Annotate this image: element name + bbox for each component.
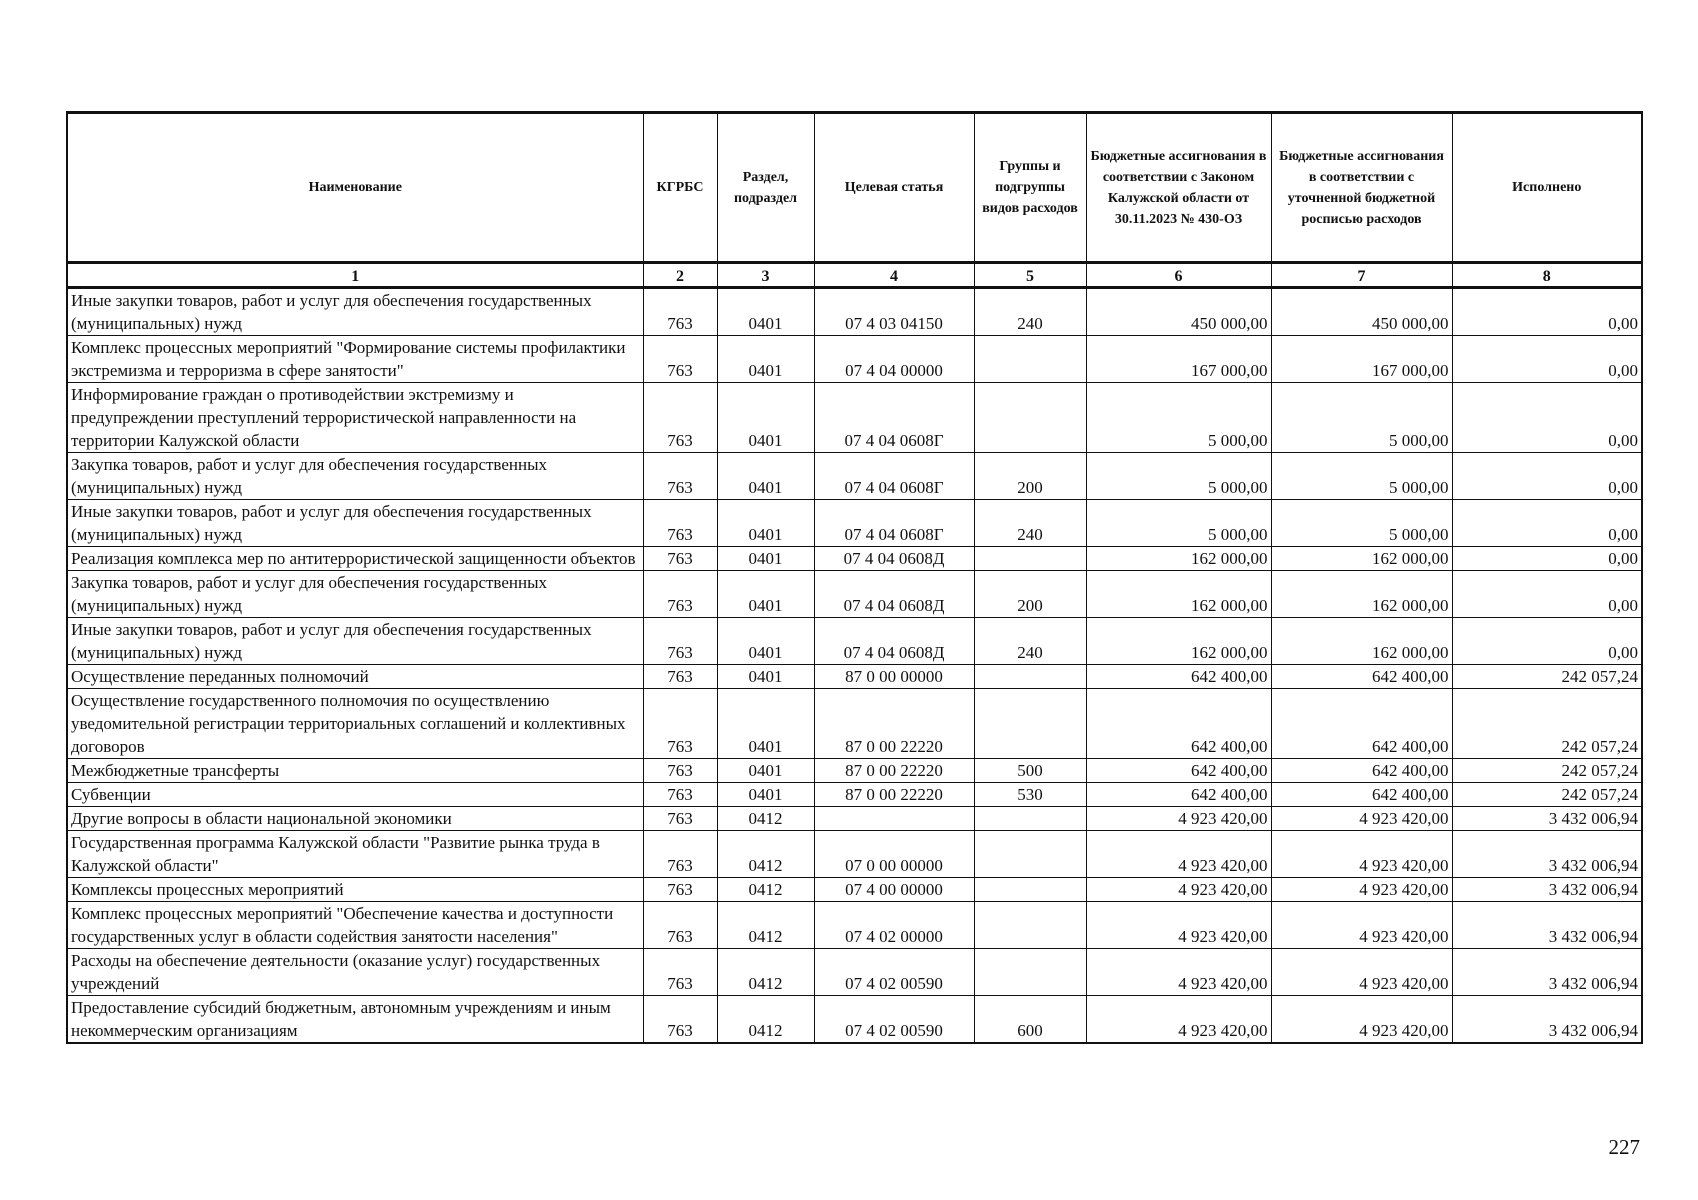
header-name: Наименование [67,113,643,263]
header-kgrbs: КГРБС [643,113,717,263]
table-row [67,547,1642,571]
table-row [67,902,1642,949]
table-row [67,618,1642,665]
cell-celevaya-statya: 07 4 00 00000 [814,878,974,902]
header-budget-rospis: Бюджетные ассигнования в соответствии с уточненной бюджетной росписью расходов [1271,113,1452,263]
cell-celevaya-statya: 07 4 04 0608Д [814,571,974,618]
column-number: 4 [814,263,974,288]
cell-razdel: 0401 [717,571,814,618]
column-number: 7 [1271,263,1452,288]
cell-razdel: 0412 [717,878,814,902]
cell-name: Иные закупки товаров, работ и услуг для обеспечения государственных (муниципальных) нужд [67,618,643,665]
cell-budget-law: 4 923 420,00 [1086,996,1271,1044]
header-ispolneno: Исполнено [1452,113,1642,263]
cell-budget-rospis: 642 400,00 [1271,665,1452,689]
cell-ispolneno: 0,00 [1452,547,1642,571]
cell-budget-law: 642 400,00 [1086,783,1271,807]
cell-name: Государственная программа Калужской области "Развитие рынка труда в Калужской области" [67,831,643,878]
cell-celevaya-statya: 07 4 04 0608Г [814,500,974,547]
cell-kgrbs: 763 [643,949,717,996]
cell-vid-rashodov [974,949,1086,996]
table-row [67,996,1642,1044]
cell-ispolneno: 0,00 [1452,571,1642,618]
cell-ispolneno: 242 057,24 [1452,783,1642,807]
cell-kgrbs: 763 [643,336,717,383]
cell-budget-rospis: 162 000,00 [1271,547,1452,571]
cell-budget-law: 4 923 420,00 [1086,902,1271,949]
cell-name: Комплекс процессных мероприятий "Формирование системы профилактики экстремизма и терроризма в сфере занятости" [67,336,643,383]
cell-razdel: 0401 [717,453,814,500]
cell-vid-rashodov: 600 [974,996,1086,1044]
cell-budget-rospis: 162 000,00 [1271,618,1452,665]
cell-razdel: 0401 [717,288,814,336]
cell-kgrbs: 763 [643,618,717,665]
cell-ispolneno: 242 057,24 [1452,665,1642,689]
cell-budget-law: 162 000,00 [1086,571,1271,618]
column-number: 6 [1086,263,1271,288]
cell-razdel: 0412 [717,996,814,1044]
cell-vid-rashodov [974,383,1086,453]
cell-ispolneno: 3 432 006,94 [1452,831,1642,878]
cell-celevaya-statya: 07 4 02 00590 [814,949,974,996]
column-number: 5 [974,263,1086,288]
cell-celevaya-statya [814,807,974,831]
table-row [67,383,1642,453]
cell-name: Закупка товаров, работ и услуг для обеспечения государственных (муниципальных) нужд [67,571,643,618]
cell-kgrbs: 763 [643,571,717,618]
cell-budget-law: 4 923 420,00 [1086,949,1271,996]
cell-ispolneno: 3 432 006,94 [1452,996,1642,1044]
cell-budget-law: 4 923 420,00 [1086,878,1271,902]
cell-celevaya-statya: 87 0 00 22220 [814,759,974,783]
cell-razdel: 0412 [717,807,814,831]
table-row [67,949,1642,996]
page-number: 227 [1608,1135,1640,1159]
cell-kgrbs: 763 [643,547,717,571]
cell-kgrbs: 763 [643,807,717,831]
cell-kgrbs: 763 [643,831,717,878]
table-row [67,878,1642,902]
cell-razdel: 0412 [717,902,814,949]
cell-budget-rospis: 5 000,00 [1271,383,1452,453]
cell-kgrbs: 763 [643,453,717,500]
cell-kgrbs: 763 [643,383,717,453]
cell-kgrbs: 763 [643,665,717,689]
header-row [67,113,1642,263]
header-vid-rashodov: Группы и подгруппы видов расходов [974,113,1086,263]
cell-kgrbs: 763 [643,902,717,949]
cell-name: Иные закупки товаров, работ и услуг для обеспечения государственных (муниципальных) нужд [67,500,643,547]
cell-ispolneno: 0,00 [1452,500,1642,547]
cell-budget-law: 642 400,00 [1086,689,1271,759]
cell-celevaya-statya: 07 4 02 00590 [814,996,974,1044]
cell-kgrbs: 763 [643,878,717,902]
table-row [67,831,1642,878]
table-row [67,807,1642,831]
cell-razdel: 0401 [717,783,814,807]
table-row [67,453,1642,500]
cell-budget-law: 162 000,00 [1086,618,1271,665]
cell-celevaya-statya: 87 0 00 00000 [814,665,974,689]
cell-vid-rashodov: 240 [974,288,1086,336]
cell-kgrbs: 763 [643,996,717,1044]
column-number: 1 [67,263,643,288]
cell-budget-rospis: 5 000,00 [1271,500,1452,547]
cell-razdel: 0412 [717,831,814,878]
cell-vid-rashodov [974,336,1086,383]
cell-budget-rospis: 4 923 420,00 [1271,831,1452,878]
cell-kgrbs: 763 [643,288,717,336]
column-number-row [67,263,1642,288]
cell-budget-law: 450 000,00 [1086,288,1271,336]
cell-name: Информирование граждан о противодействии экстремизму и предупреждении преступлений террористической направленности на территории Калужской области [67,383,643,453]
table-row [67,759,1642,783]
cell-name: Реализация комплекса мер по антитеррористической защищенности объектов [67,547,643,571]
cell-razdel: 0401 [717,336,814,383]
cell-ispolneno: 0,00 [1452,453,1642,500]
cell-budget-rospis: 642 400,00 [1271,783,1452,807]
cell-budget-law: 167 000,00 [1086,336,1271,383]
column-number: 2 [643,263,717,288]
cell-budget-law: 642 400,00 [1086,759,1271,783]
cell-razdel: 0401 [717,383,814,453]
cell-celevaya-statya: 07 4 04 00000 [814,336,974,383]
cell-celevaya-statya: 07 4 04 0608Г [814,453,974,500]
cell-ispolneno: 0,00 [1452,618,1642,665]
cell-budget-rospis: 4 923 420,00 [1271,807,1452,831]
table-row [67,571,1642,618]
cell-name: Предоставление субсидий бюджетным, автономным учреждениям и иным некоммерческим организациям [67,996,643,1044]
cell-budget-rospis: 162 000,00 [1271,571,1452,618]
table-row [67,336,1642,383]
cell-budget-rospis: 4 923 420,00 [1271,949,1452,996]
cell-budget-law: 4 923 420,00 [1086,807,1271,831]
cell-budget-law: 642 400,00 [1086,665,1271,689]
cell-kgrbs: 763 [643,689,717,759]
cell-razdel: 0401 [717,500,814,547]
cell-celevaya-statya: 07 4 04 0608Д [814,618,974,665]
table-row [67,288,1642,336]
header-razdel: Раздел, подраздел [717,113,814,263]
cell-ispolneno: 0,00 [1452,336,1642,383]
cell-name: Комплекс процессных мероприятий "Обеспечение качества и доступности государственных услуг в области содействия занятости населения" [67,902,643,949]
cell-budget-rospis: 450 000,00 [1271,288,1452,336]
cell-budget-rospis: 642 400,00 [1271,689,1452,759]
cell-name: Субвенции [67,783,643,807]
cell-name: Закупка товаров, работ и услуг для обеспечения государственных (муниципальных) нужд [67,453,643,500]
cell-ispolneno: 3 432 006,94 [1452,902,1642,949]
cell-vid-rashodov: 200 [974,571,1086,618]
cell-razdel: 0401 [717,759,814,783]
cell-vid-rashodov [974,547,1086,571]
cell-name: Осуществление переданных полномочий [67,665,643,689]
cell-vid-rashodov [974,878,1086,902]
cell-name: Другие вопросы в области национальной экономики [67,807,643,831]
cell-ispolneno: 0,00 [1452,288,1642,336]
cell-budget-rospis: 4 923 420,00 [1271,996,1452,1044]
cell-vid-rashodov [974,902,1086,949]
cell-name: Осуществление государственного полномочия по осуществлению уведомительной регистрации территориальных соглашений и коллективных договоров [67,689,643,759]
cell-name: Иные закупки товаров, работ и услуг для обеспечения государственных (муниципальных) нужд [67,288,643,336]
budget-table [66,111,1643,1044]
cell-celevaya-statya: 87 0 00 22220 [814,783,974,807]
cell-ispolneno: 242 057,24 [1452,759,1642,783]
cell-celevaya-statya: 07 4 04 0608Д [814,547,974,571]
cell-name: Расходы на обеспечение деятельности (оказание услуг) государственных учреждений [67,949,643,996]
cell-budget-law: 5 000,00 [1086,453,1271,500]
cell-vid-rashodov: 240 [974,618,1086,665]
cell-razdel: 0412 [717,949,814,996]
cell-razdel: 0401 [717,547,814,571]
cell-budget-rospis: 167 000,00 [1271,336,1452,383]
column-number: 8 [1452,263,1642,288]
cell-vid-rashodov: 240 [974,500,1086,547]
cell-kgrbs: 763 [643,783,717,807]
table-row [67,783,1642,807]
column-number: 3 [717,263,814,288]
cell-vid-rashodov: 500 [974,759,1086,783]
cell-vid-rashodov: 530 [974,783,1086,807]
cell-ispolneno: 0,00 [1452,383,1642,453]
cell-kgrbs: 763 [643,500,717,547]
header-celevaya-statya: Целевая статья [814,113,974,263]
cell-celevaya-statya: 07 0 00 00000 [814,831,974,878]
cell-celevaya-statya: 87 0 00 22220 [814,689,974,759]
cell-razdel: 0401 [717,618,814,665]
cell-celevaya-statya: 07 4 03 04150 [814,288,974,336]
cell-budget-rospis: 4 923 420,00 [1271,902,1452,949]
cell-name: Комплексы процессных мероприятий [67,878,643,902]
table-body [67,288,1642,1044]
cell-budget-law: 5 000,00 [1086,500,1271,547]
cell-budget-law: 5 000,00 [1086,383,1271,453]
cell-vid-rashodov [974,689,1086,759]
cell-celevaya-statya: 07 4 02 00000 [814,902,974,949]
cell-razdel: 0401 [717,665,814,689]
header-budget-law: Бюджетные ассигнования в соответствии с Законом Калужской области от 30.11.2023 № 430-ОЗ [1086,113,1271,263]
cell-name: Межбюджетные трансферты [67,759,643,783]
cell-ispolneno: 3 432 006,94 [1452,807,1642,831]
table-row [67,689,1642,759]
table-row [67,665,1642,689]
cell-budget-rospis: 5 000,00 [1271,453,1452,500]
cell-razdel: 0401 [717,689,814,759]
cell-budget-rospis: 4 923 420,00 [1271,878,1452,902]
table-row [67,500,1642,547]
cell-vid-rashodov [974,807,1086,831]
cell-budget-law: 4 923 420,00 [1086,831,1271,878]
cell-budget-rospis: 642 400,00 [1271,759,1452,783]
cell-vid-rashodov [974,831,1086,878]
cell-ispolneno: 3 432 006,94 [1452,949,1642,996]
cell-vid-rashodov: 200 [974,453,1086,500]
cell-budget-law: 162 000,00 [1086,547,1271,571]
cell-vid-rashodov [974,665,1086,689]
cell-ispolneno: 242 057,24 [1452,689,1642,759]
cell-kgrbs: 763 [643,759,717,783]
cell-ispolneno: 3 432 006,94 [1452,878,1642,902]
cell-celevaya-statya: 07 4 04 0608Г [814,383,974,453]
